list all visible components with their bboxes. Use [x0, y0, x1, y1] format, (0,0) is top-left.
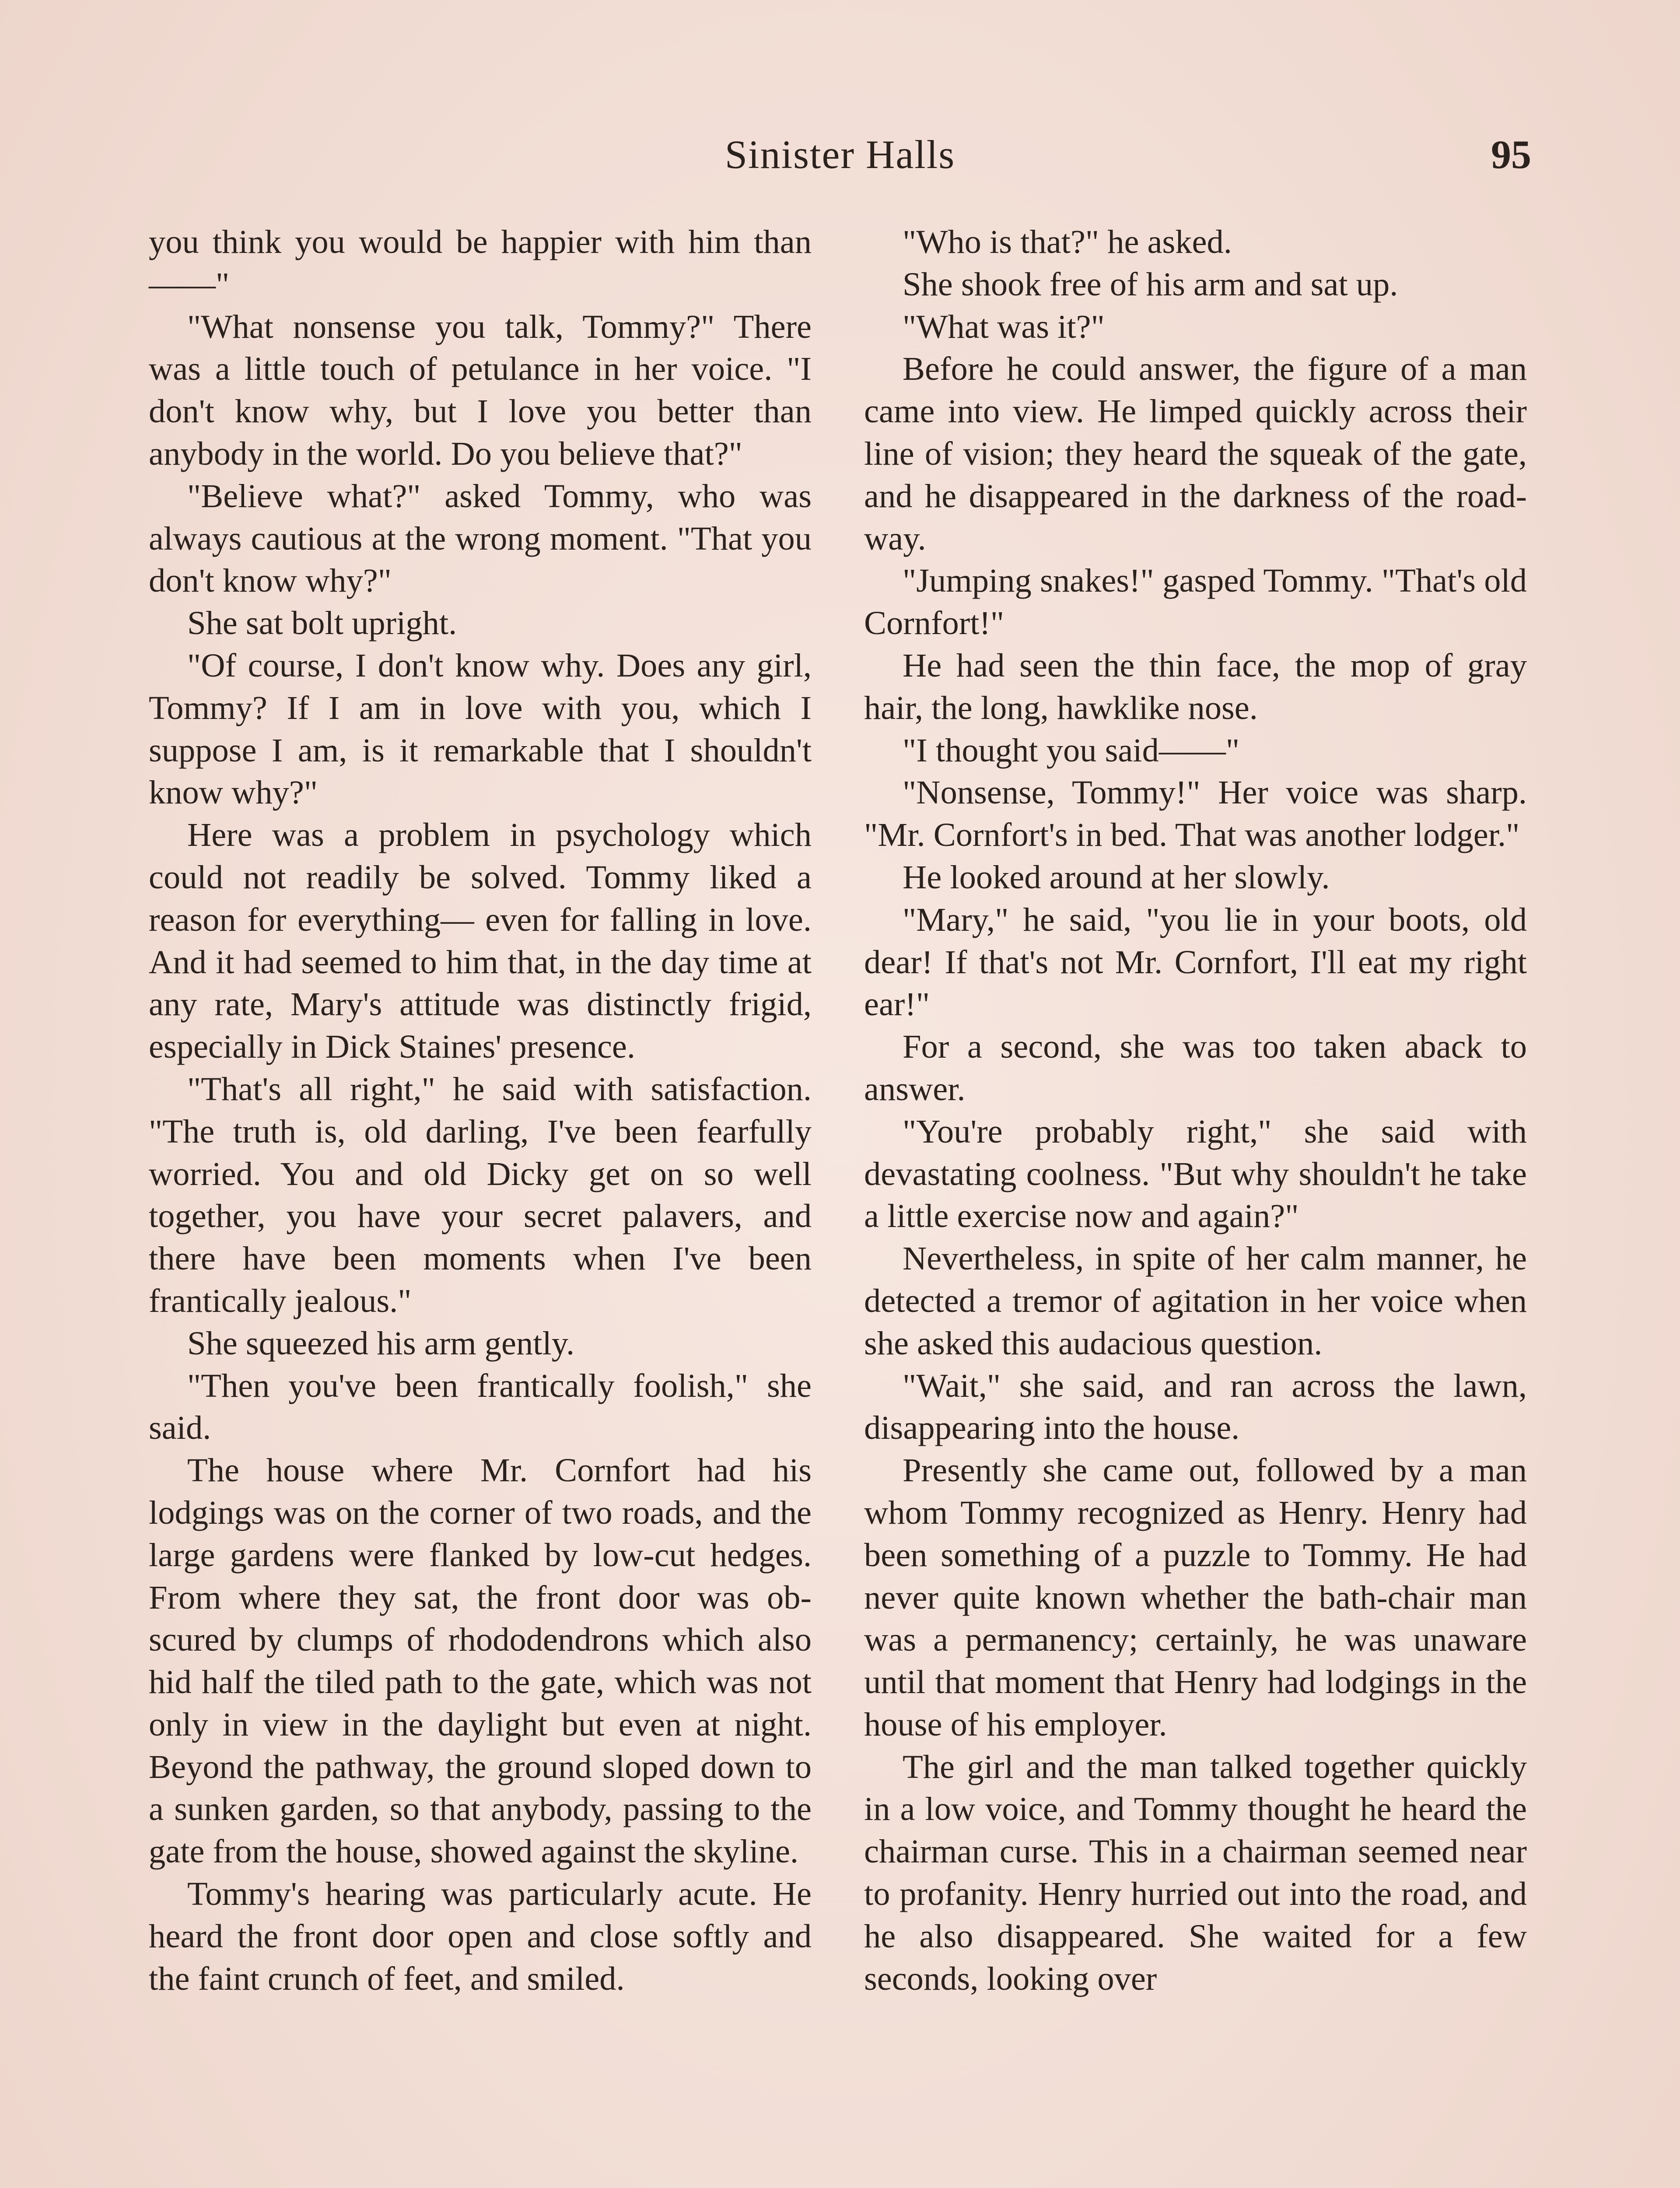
paragraph: For a second, she was too taken aback to answer.	[864, 1028, 1527, 1108]
paragraph: "Mary," he said, "you lie in your boots, old dear! If that's not Mr. Cornfort, I'll eat my right ear!"	[864, 901, 1527, 1023]
paragraph: "Believe what?" asked Tommy, who was always cautious at the wrong moment. "That you don't know why?"	[149, 477, 812, 600]
paragraph: The girl and the man talked together quickly in a low voice, and Tommy thought he heard the chairman curse. This in a chairman seemed near to profanity. Henry hurried out into the road, and he also disappeared. She waited for a few seconds, looking over	[864, 1748, 1527, 1997]
paragraph: "You're probably right," she said with devastating coolness. "But why shouldn't he take a little exercise now and again?"	[864, 1112, 1527, 1235]
paragraph: The house where Mr. Cornfort had his lodgings was on the corner of two roads, and the large gardens were flanked by low-cut hedges. From where they sat, the front door was obscured by clumps of rhododendrons which also hid half the tiled path to the gate, which was not only in view in the daylight but even at night. Beyond the pathway, the ground sloped down to a sunken garden, so that anybody, passing to the gate from the house, showed against the skyline.	[149, 1452, 812, 1870]
paragraph: Before he could answer, the figure of a man came into view. He limped quickly across their line of vision; they heard the squeak of the gate, and he disappeared in the darkness of the roadway.	[864, 350, 1527, 557]
paragraph: you think you would be happier with him than——"	[149, 223, 812, 303]
paragraph: "Who is that?" he asked.	[903, 223, 1232, 260]
paragraph: She sat bolt upright.	[187, 604, 457, 642]
paragraph: "I thought you said——"	[903, 731, 1240, 769]
paragraph: "That's all right," he said with satisfaction. "The truth is, old darling, I've been fearfully worried. You and old Dicky get on so well together, you have your secret palavers, and there have been moments when I've been frantically jealous."	[149, 1070, 812, 1319]
text-columns	[149, 221, 1531, 2188]
paragraph: "Nonsense, Tommy!" Her voice was sharp. "Mr. Cornfort's in bed. That was another lodger."	[864, 774, 1527, 854]
page-number: 95	[1491, 132, 1531, 177]
paragraph: Here was a problem in psychology which could not readily be solved. Tommy liked a reason for everything— even for falling in love. And it had seemed to him that, in the day time at any rate, Mary's attitude was distinctly frigid, especially in Dick Staines' presence.	[149, 816, 812, 1066]
paragraph: "Then you've been frantically foolish," she said.	[149, 1367, 812, 1447]
paragraph: "What nonsense you talk, Tommy?" There was a little touch of petulance in her voice. "I don't know why, but I love you better than anybody in the world. Do you believe that?"	[149, 308, 812, 472]
running-title: Sinister Halls	[724, 132, 956, 177]
paragraph: He looked around at her slowly.	[903, 858, 1330, 896]
right-column	[864, 221, 1527, 2000]
paragraph: "Wait," she said, and ran across the lawn, disappearing into the house.	[864, 1367, 1527, 1447]
paragraph: Tommy's hearing was particularly acute. He heard the front door open and close softly and the faint crunch of feet, and smiled.	[149, 1875, 812, 1997]
left-column	[149, 221, 812, 2000]
paragraph: She squeezed his arm gently.	[187, 1324, 575, 1362]
paragraph: "Of course, I don't know why. Does any girl, Tommy? If I am in love with you, which I suppose I am, is it remarkable that I shouldn't know why?"	[149, 646, 812, 811]
page-header	[149, 131, 1531, 188]
paragraph: "Jumping snakes!" gasped Tommy. "That's old Cornfort!"	[864, 562, 1527, 642]
paragraph: "What was it?"	[903, 308, 1105, 345]
paragraph: She shook free of his arm and sat up.	[903, 265, 1398, 303]
paragraph: Nevertheless, in spite of her calm manner, he detected a tremor of agitation in her voice when she asked this audacious question.	[864, 1240, 1527, 1362]
paragraph: Presently she came out, followed by a man whom Tommy recognized as Henry. Henry had been something of a puzzle to Tommy. He had never quite known whether the bath-chair man was a permanency; certainly, he was unaware until that moment that Henry had lodgings in the house of his employer.	[864, 1452, 1527, 1743]
paragraph: He had seen the thin face, the mop of gray hair, the long, hawklike nose.	[864, 646, 1527, 726]
